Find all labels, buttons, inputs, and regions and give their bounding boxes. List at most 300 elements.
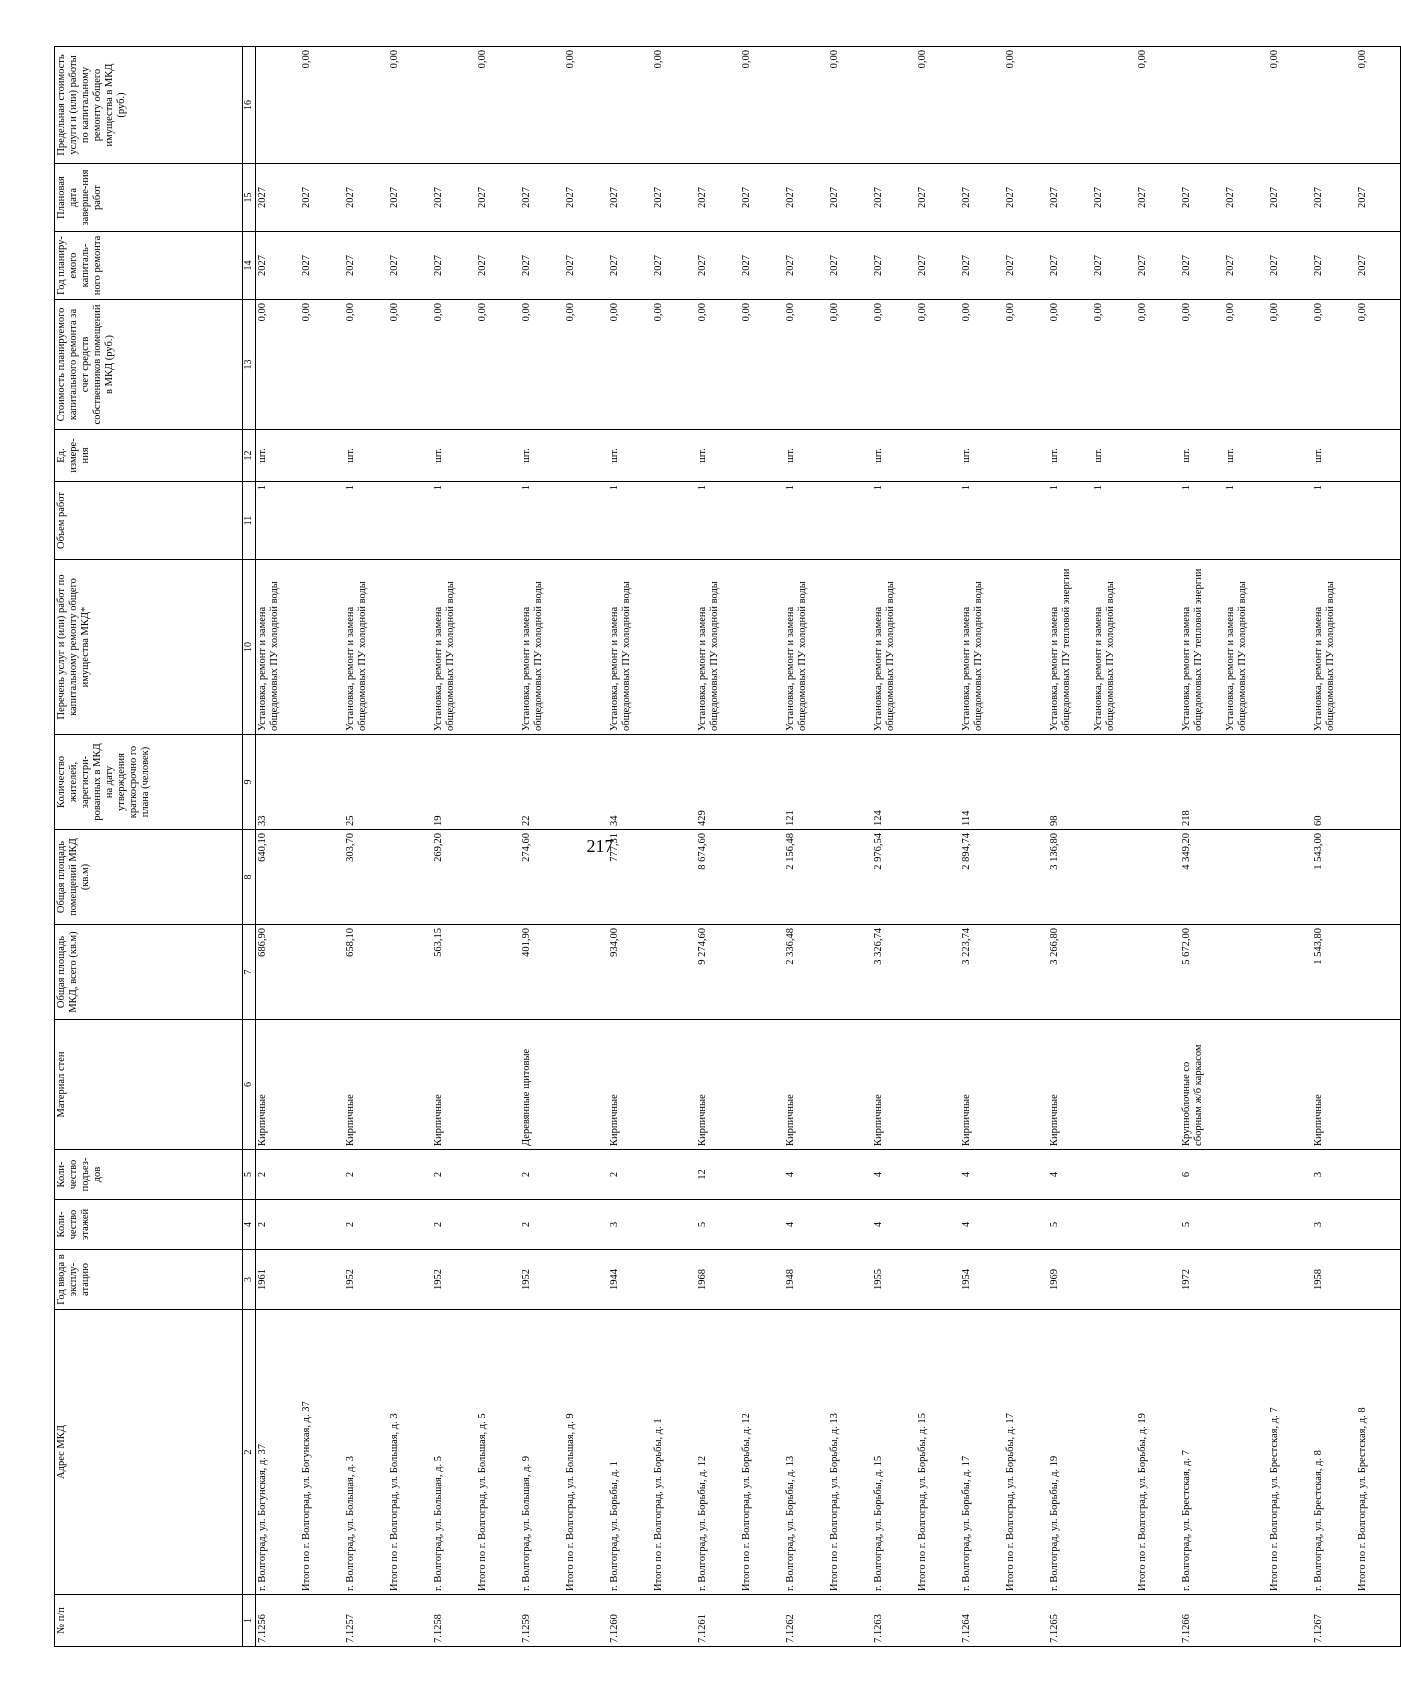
plan-year-cell: 2027: [1048, 232, 1092, 300]
entrances-cell: 4: [1048, 1150, 1092, 1200]
unit-cell: шт.: [960, 430, 1004, 482]
table-cell: [1004, 925, 1048, 1020]
total-cost-cell: 0,00: [1356, 300, 1401, 430]
total-cost-cell: 0,00: [388, 300, 432, 430]
table-cell: [476, 925, 520, 1020]
total-end-cell: 2027: [828, 164, 872, 232]
row-number: 7.1263: [872, 1595, 916, 1647]
table-cell: [652, 1150, 696, 1200]
table-cell: [476, 482, 520, 560]
table-row: [960, 47, 1004, 1647]
table-cell: [1224, 1250, 1268, 1310]
table-cell: [1092, 1595, 1136, 1647]
total-label-cell: Итого по г. Волгоград, ул. Борьбы, д. 15: [916, 1310, 960, 1595]
total-year-cell: 2027: [1136, 232, 1180, 300]
limit-cost-cell: [1092, 47, 1136, 164]
total-limit-cell: 0,00: [1136, 47, 1180, 164]
column-number: 16: [243, 47, 256, 164]
table-cell: [564, 830, 608, 925]
column-number: 14: [243, 232, 256, 300]
total-label-cell: Итого по г. Волгоград, ул. Борьбы, д. 12: [740, 1310, 784, 1595]
address-cell: г. Волгоград, ул. Большая, д. 3: [344, 1310, 388, 1595]
entrances-cell: 2: [520, 1150, 564, 1200]
residents-cell: 218: [1180, 735, 1224, 830]
floors-cell: 5: [696, 1200, 740, 1250]
total-area-cell: 3 223,74: [960, 925, 1004, 1020]
table-cell: [828, 830, 872, 925]
table-cell: [1268, 482, 1312, 560]
row-number: 7.1267: [1312, 1595, 1356, 1647]
address-cell: г. Волгоград, ул. Борьбы, д. 17: [960, 1310, 1004, 1595]
table-cell: [300, 830, 344, 925]
total-area-cell: 5 672,00: [1180, 925, 1224, 1020]
table-cell: [916, 560, 960, 735]
year-cell: 1955: [872, 1250, 916, 1310]
wall-material-cell: Деревянные щитовые: [520, 1020, 564, 1150]
table-cell: [740, 925, 784, 1020]
total-limit-cell: 0,00: [564, 47, 608, 164]
total-year-cell: 2027: [652, 232, 696, 300]
end-date-cell: 2027: [432, 164, 476, 232]
table-cell: [740, 735, 784, 830]
table-cell: [300, 735, 344, 830]
total-cost-cell: 0,00: [1268, 300, 1312, 430]
table-cell: [1092, 1150, 1136, 1200]
table-row: [1092, 47, 1136, 1647]
work-list-cell: Установка, ремонт и замена общедомовых ПУ холодной воды: [1224, 560, 1268, 735]
table-cell: [1136, 430, 1180, 482]
total-row: [652, 47, 696, 1647]
row-number: 7.1259: [520, 1595, 564, 1647]
end-date-cell: 2027: [1224, 164, 1268, 232]
table-cell: [828, 1150, 872, 1200]
table-row: [256, 47, 301, 1647]
total-area-cell: 934,00: [608, 925, 652, 1020]
total-limit-cell: 0,00: [828, 47, 872, 164]
table-cell: [388, 1595, 432, 1647]
table-cell: [1092, 1020, 1136, 1150]
entrances-cell: 2: [344, 1150, 388, 1200]
table-cell: [300, 430, 344, 482]
residents-cell: 25: [344, 735, 388, 830]
table-cell: [1004, 1200, 1048, 1250]
table-cell: [828, 1250, 872, 1310]
total-label-cell: Итого по г. Волгоград, ул. Борьбы, д. 19: [1136, 1310, 1180, 1595]
column-number: 4: [243, 1200, 256, 1250]
total-cost-cell: 0,00: [1004, 300, 1048, 430]
limit-cost-cell: [1224, 47, 1268, 164]
total-row: [476, 47, 520, 1647]
total-limit-cell: 0,00: [300, 47, 344, 164]
row-number: 7.1264: [960, 1595, 1004, 1647]
residents-cell: 114: [960, 735, 1004, 830]
table-cell: [652, 1200, 696, 1250]
total-label-cell: Итого по г. Волгоград, ул. Борьбы, д. 1: [652, 1310, 696, 1595]
header-cell: Плановая дата заверше-ния работ: [55, 164, 243, 232]
work-volume-cell: 1: [1180, 482, 1224, 560]
table-cell: [1224, 1150, 1268, 1200]
wall-material-cell: Кирпичные: [1048, 1020, 1092, 1150]
table-cell: [1136, 560, 1180, 735]
entrances-cell: 12: [696, 1150, 740, 1200]
table-cell: [564, 430, 608, 482]
total-area-cell: 401,90: [520, 925, 564, 1020]
total-area-cell: 1 543,80: [1312, 925, 1356, 1020]
table-cell: [1268, 1250, 1312, 1310]
year-cell: 1954: [960, 1250, 1004, 1310]
unit-cell: шт.: [256, 430, 301, 482]
floors-cell: 2: [432, 1200, 476, 1250]
limit-cost-cell: [1048, 47, 1092, 164]
limit-cost-cell: [696, 47, 740, 164]
limit-cost-cell: [1180, 47, 1224, 164]
table-row: [1312, 47, 1356, 1647]
year-cell: 1972: [1180, 1250, 1224, 1310]
table-cell: [1004, 735, 1048, 830]
total-limit-cell: 0,00: [1268, 47, 1312, 164]
table-cell: [828, 1595, 872, 1647]
total-area-cell: 9 274,60: [696, 925, 740, 1020]
table-row: [1180, 47, 1224, 1647]
limit-cost-cell: [608, 47, 652, 164]
total-year-cell: 2027: [564, 232, 608, 300]
table-cell: [1004, 430, 1048, 482]
table-cell: [828, 735, 872, 830]
premises-area-cell: 269,20: [432, 830, 476, 925]
total-label-cell: Итого по г. Волгоград, ул. Большая, д. 3: [388, 1310, 432, 1595]
residents-cell: 121: [784, 735, 828, 830]
total-label-cell: Итого по г. Волгоград, ул. Богунская, д. 37: [300, 1310, 344, 1595]
total-cost-cell: 0,00: [740, 300, 784, 430]
table-cell: [1004, 482, 1048, 560]
table-cell: [1268, 1200, 1312, 1250]
table-cell: [1356, 735, 1401, 830]
table-cell: [1224, 1200, 1268, 1250]
unit-cell: шт.: [520, 430, 564, 482]
limit-cost-cell: [432, 47, 476, 164]
table-cell: [740, 1250, 784, 1310]
header-cell: Коли-чество подъез-дов: [55, 1150, 243, 1200]
unit-cell: шт.: [608, 430, 652, 482]
total-cost-cell: 0,00: [476, 300, 520, 430]
limit-cost-cell: [344, 47, 388, 164]
end-date-cell: 2027: [1092, 164, 1136, 232]
floors-cell: 2: [344, 1200, 388, 1250]
entrances-cell: 4: [960, 1150, 1004, 1200]
floors-cell: 2: [520, 1200, 564, 1250]
table-cell: [388, 1200, 432, 1250]
table-row: [1224, 47, 1268, 1647]
table-cell: [564, 1595, 608, 1647]
wall-material-cell: Кирпичные: [1312, 1020, 1356, 1150]
end-date-cell: 2027: [1312, 164, 1356, 232]
table-cell: [828, 482, 872, 560]
address-cell: г. Волгоград, ул. Борьбы, д. 12: [696, 1310, 740, 1595]
unit-cell: шт.: [344, 430, 388, 482]
table-cell: [1224, 1595, 1268, 1647]
table-cell: [564, 1250, 608, 1310]
column-number: 8: [243, 830, 256, 925]
table-cell: [1092, 830, 1136, 925]
header-cell: Предельная стоимость услуги и (или) работы по капитальному ремонту общего имущества в МКД (руб.): [55, 47, 243, 164]
table-cell: [1268, 430, 1312, 482]
total-end-cell: 2027: [1356, 164, 1401, 232]
floors-cell: 4: [960, 1200, 1004, 1250]
end-date-cell: 2027: [696, 164, 740, 232]
table-cell: [300, 925, 344, 1020]
total-end-cell: 2027: [300, 164, 344, 232]
cost-cell: 0,00: [256, 300, 301, 430]
total-limit-cell: 0,00: [916, 47, 960, 164]
table-cell: [1136, 1150, 1180, 1200]
table-cell: [476, 1150, 520, 1200]
total-limit-cell: 0,00: [740, 47, 784, 164]
floors-cell: 5: [1048, 1200, 1092, 1250]
cost-cell: 0,00: [1048, 300, 1092, 430]
total-area-cell: 658,10: [344, 925, 388, 1020]
address-cell: г. Волгоград, ул. Богунская, д. 37: [256, 1310, 301, 1595]
total-end-cell: 2027: [476, 164, 520, 232]
table-cell: [828, 1200, 872, 1250]
column-number: 11: [243, 482, 256, 560]
table-cell: [388, 430, 432, 482]
address-cell: г. Волгоград, ул. Большая, д. 9: [520, 1310, 564, 1595]
cost-cell: 0,00: [608, 300, 652, 430]
work-volume-cell: 1: [1092, 482, 1136, 560]
column-number: 3: [243, 1250, 256, 1310]
plan-year-cell: 2027: [432, 232, 476, 300]
total-end-cell: 2027: [1268, 164, 1312, 232]
table-cell: [740, 430, 784, 482]
wall-material-cell: Кирпичные: [432, 1020, 476, 1150]
total-year-cell: 2027: [828, 232, 872, 300]
total-row: [1268, 47, 1312, 1647]
work-volume-cell: 1: [344, 482, 388, 560]
table-cell: [564, 925, 608, 1020]
work-volume-cell: 1: [520, 482, 564, 560]
table-cell: [916, 925, 960, 1020]
table-cell: [916, 1020, 960, 1150]
table-cell: [300, 482, 344, 560]
work-list-cell: Установка, ремонт и замена общедомовых ПУ холодной воды: [1092, 560, 1136, 735]
work-list-cell: Установка, ремонт и замена общедомовых ПУ холодной воды: [256, 560, 301, 735]
wall-material-cell: Кирпичные: [256, 1020, 301, 1150]
table-cell: [740, 830, 784, 925]
work-list-cell: Установка, ремонт и замена общедомовых ПУ холодной воды: [872, 560, 916, 735]
table-cell: [1224, 1310, 1268, 1595]
floors-cell: 3: [1312, 1200, 1356, 1250]
column-number: 15: [243, 164, 256, 232]
table-cell: [388, 1020, 432, 1150]
total-year-cell: 2027: [476, 232, 520, 300]
total-label-cell: Итого по г. Волгоград, ул. Брестская, д. 8: [1356, 1310, 1401, 1595]
unit-cell: шт.: [1180, 430, 1224, 482]
total-label-cell: Итого по г. Волгоград, ул. Борьбы, д. 17: [1004, 1310, 1048, 1595]
total-year-cell: 2027: [1268, 232, 1312, 300]
premises-area-cell: 640,10: [256, 830, 301, 925]
total-year-cell: 2027: [1356, 232, 1401, 300]
header-row: [55, 47, 243, 1647]
total-label-cell: Итого по г. Волгоград, ул. Большая, д. 9: [564, 1310, 608, 1595]
table-cell: [1224, 830, 1268, 925]
wall-material-cell: Кирпичные: [872, 1020, 916, 1150]
table-cell: [916, 1200, 960, 1250]
table-cell: [1004, 1150, 1048, 1200]
premises-area-cell: 303,70: [344, 830, 388, 925]
address-cell: г. Волгоград, ул. Борьбы, д. 1: [608, 1310, 652, 1595]
cost-cell: 0,00: [696, 300, 740, 430]
limit-cost-cell: [520, 47, 564, 164]
row-number: 7.1262: [784, 1595, 828, 1647]
header-cell: Адрес МКД: [55, 1310, 243, 1595]
table-cell: [1136, 1595, 1180, 1647]
table-cell: [1268, 1150, 1312, 1200]
year-cell: 1952: [344, 1250, 388, 1310]
entrances-cell: 6: [1180, 1150, 1224, 1200]
cost-cell: 0,00: [520, 300, 564, 430]
plan-year-cell: 2027: [1092, 232, 1136, 300]
table-cell: [476, 430, 520, 482]
floors-cell: 5: [1180, 1200, 1224, 1250]
table-row: [344, 47, 388, 1647]
table-cell: [1136, 830, 1180, 925]
table-cell: [652, 560, 696, 735]
table-cell: [652, 1020, 696, 1150]
total-end-cell: 2027: [916, 164, 960, 232]
table-cell: [476, 1020, 520, 1150]
total-end-cell: 2027: [564, 164, 608, 232]
row-number: 7.1256: [256, 1595, 301, 1647]
table-cell: [1136, 1020, 1180, 1150]
row-number: 7.1265: [1048, 1595, 1092, 1647]
entrances-cell: 4: [784, 1150, 828, 1200]
work-list-cell: Установка, ремонт и замена общедомовых ПУ тепловой энергии: [1180, 560, 1224, 735]
end-date-cell: 2027: [344, 164, 388, 232]
premises-area-cell: 2 894,74: [960, 830, 1004, 925]
end-date-cell: 2027: [784, 164, 828, 232]
table-row: [784, 47, 828, 1647]
table-cell: [740, 482, 784, 560]
table-cell: [652, 482, 696, 560]
table-cell: [740, 1200, 784, 1250]
total-area-cell: 3 326,74: [872, 925, 916, 1020]
total-year-cell: 2027: [740, 232, 784, 300]
table-cell: [1004, 1250, 1048, 1310]
total-cost-cell: 0,00: [300, 300, 344, 430]
work-list-cell: Установка, ремонт и замена общедомовых ПУ тепловой энергии: [1048, 560, 1092, 735]
table-cell: [916, 1150, 960, 1200]
table-cell: [916, 735, 960, 830]
table-cell: [1004, 830, 1048, 925]
total-year-cell: 2027: [1004, 232, 1048, 300]
total-row: [828, 47, 872, 1647]
year-cell: 1948: [784, 1250, 828, 1310]
limit-cost-cell: [1312, 47, 1356, 164]
total-row: [1136, 47, 1180, 1647]
floors-cell: 4: [784, 1200, 828, 1250]
table-cell: [1136, 482, 1180, 560]
plan-year-cell: 2027: [960, 232, 1004, 300]
work-list-cell: Установка, ремонт и замена общедомовых ПУ холодной воды: [608, 560, 652, 735]
premises-area-cell: 777,31: [608, 830, 652, 925]
column-number: 1: [243, 1595, 256, 1647]
column-number: 13: [243, 300, 256, 430]
table-cell: [476, 735, 520, 830]
cost-cell: 0,00: [432, 300, 476, 430]
row-number: 7.1257: [344, 1595, 388, 1647]
header-cell: Общая площадь помещений МКД (кв.м): [55, 830, 243, 925]
total-cost-cell: 0,00: [916, 300, 960, 430]
wall-material-cell: Крупноблочные со сборным ж/б каркасом: [1180, 1020, 1224, 1150]
table-cell: [1136, 1200, 1180, 1250]
cost-cell: 0,00: [784, 300, 828, 430]
table-cell: [1136, 735, 1180, 830]
end-date-cell: 2027: [1048, 164, 1092, 232]
table-cell: [564, 560, 608, 735]
total-cost-cell: 0,00: [652, 300, 696, 430]
table-cell: [1356, 1200, 1401, 1250]
row-number: 7.1261: [696, 1595, 740, 1647]
entrances-cell: 2: [432, 1150, 476, 1200]
unit-cell: шт.: [696, 430, 740, 482]
capital-repair-table: [54, 46, 1401, 1647]
table-cell: [476, 1595, 520, 1647]
work-list-cell: Установка, ремонт и замена общедомовых ПУ холодной воды: [784, 560, 828, 735]
table-cell: [652, 735, 696, 830]
cost-cell: 0,00: [1224, 300, 1268, 430]
work-volume-cell: 1: [608, 482, 652, 560]
table-cell: [652, 430, 696, 482]
column-number: 10: [243, 560, 256, 735]
column-number: 7: [243, 925, 256, 1020]
total-row: [1004, 47, 1048, 1647]
wall-material-cell: Кирпичные: [344, 1020, 388, 1150]
total-end-cell: 2027: [652, 164, 696, 232]
table-cell: [916, 1250, 960, 1310]
total-label-cell: Итого по г. Волгоград, ул. Брестская, д. 7: [1268, 1310, 1312, 1595]
work-list-cell: Установка, ремонт и замена общедомовых ПУ холодной воды: [960, 560, 1004, 735]
total-end-cell: 2027: [1136, 164, 1180, 232]
work-list-cell: Установка, ремонт и замена общедомовых ПУ холодной воды: [520, 560, 564, 735]
header-cell: Год планиру-емого капиталь-ного ремонта: [55, 232, 243, 300]
table-cell: [1092, 1200, 1136, 1250]
work-volume-cell: 1: [1224, 482, 1268, 560]
table-cell: [388, 1150, 432, 1200]
residents-cell: 34: [608, 735, 652, 830]
limit-cost-cell: [784, 47, 828, 164]
table-cell: [300, 560, 344, 735]
plan-year-cell: 2027: [256, 232, 301, 300]
unit-cell: шт.: [872, 430, 916, 482]
address-cell: г. Волгоград, ул. Борьбы, д. 19: [1048, 1310, 1092, 1595]
limit-cost-cell: [872, 47, 916, 164]
table-cell: [476, 560, 520, 735]
total-cost-cell: 0,00: [828, 300, 872, 430]
unit-cell: шт.: [1092, 430, 1136, 482]
header-cell: Материал стен: [55, 1020, 243, 1150]
table-cell: [1268, 925, 1312, 1020]
entrances-cell: 3: [1312, 1150, 1356, 1200]
plan-year-cell: 2027: [608, 232, 652, 300]
wall-material-cell: Кирпичные: [696, 1020, 740, 1150]
table-cell: [916, 482, 960, 560]
total-row: [388, 47, 432, 1647]
table-cell: [300, 1595, 344, 1647]
table-row: [608, 47, 652, 1647]
table-cell: [388, 830, 432, 925]
total-area-cell: 2 336,48: [784, 925, 828, 1020]
unit-cell: шт.: [1312, 430, 1356, 482]
